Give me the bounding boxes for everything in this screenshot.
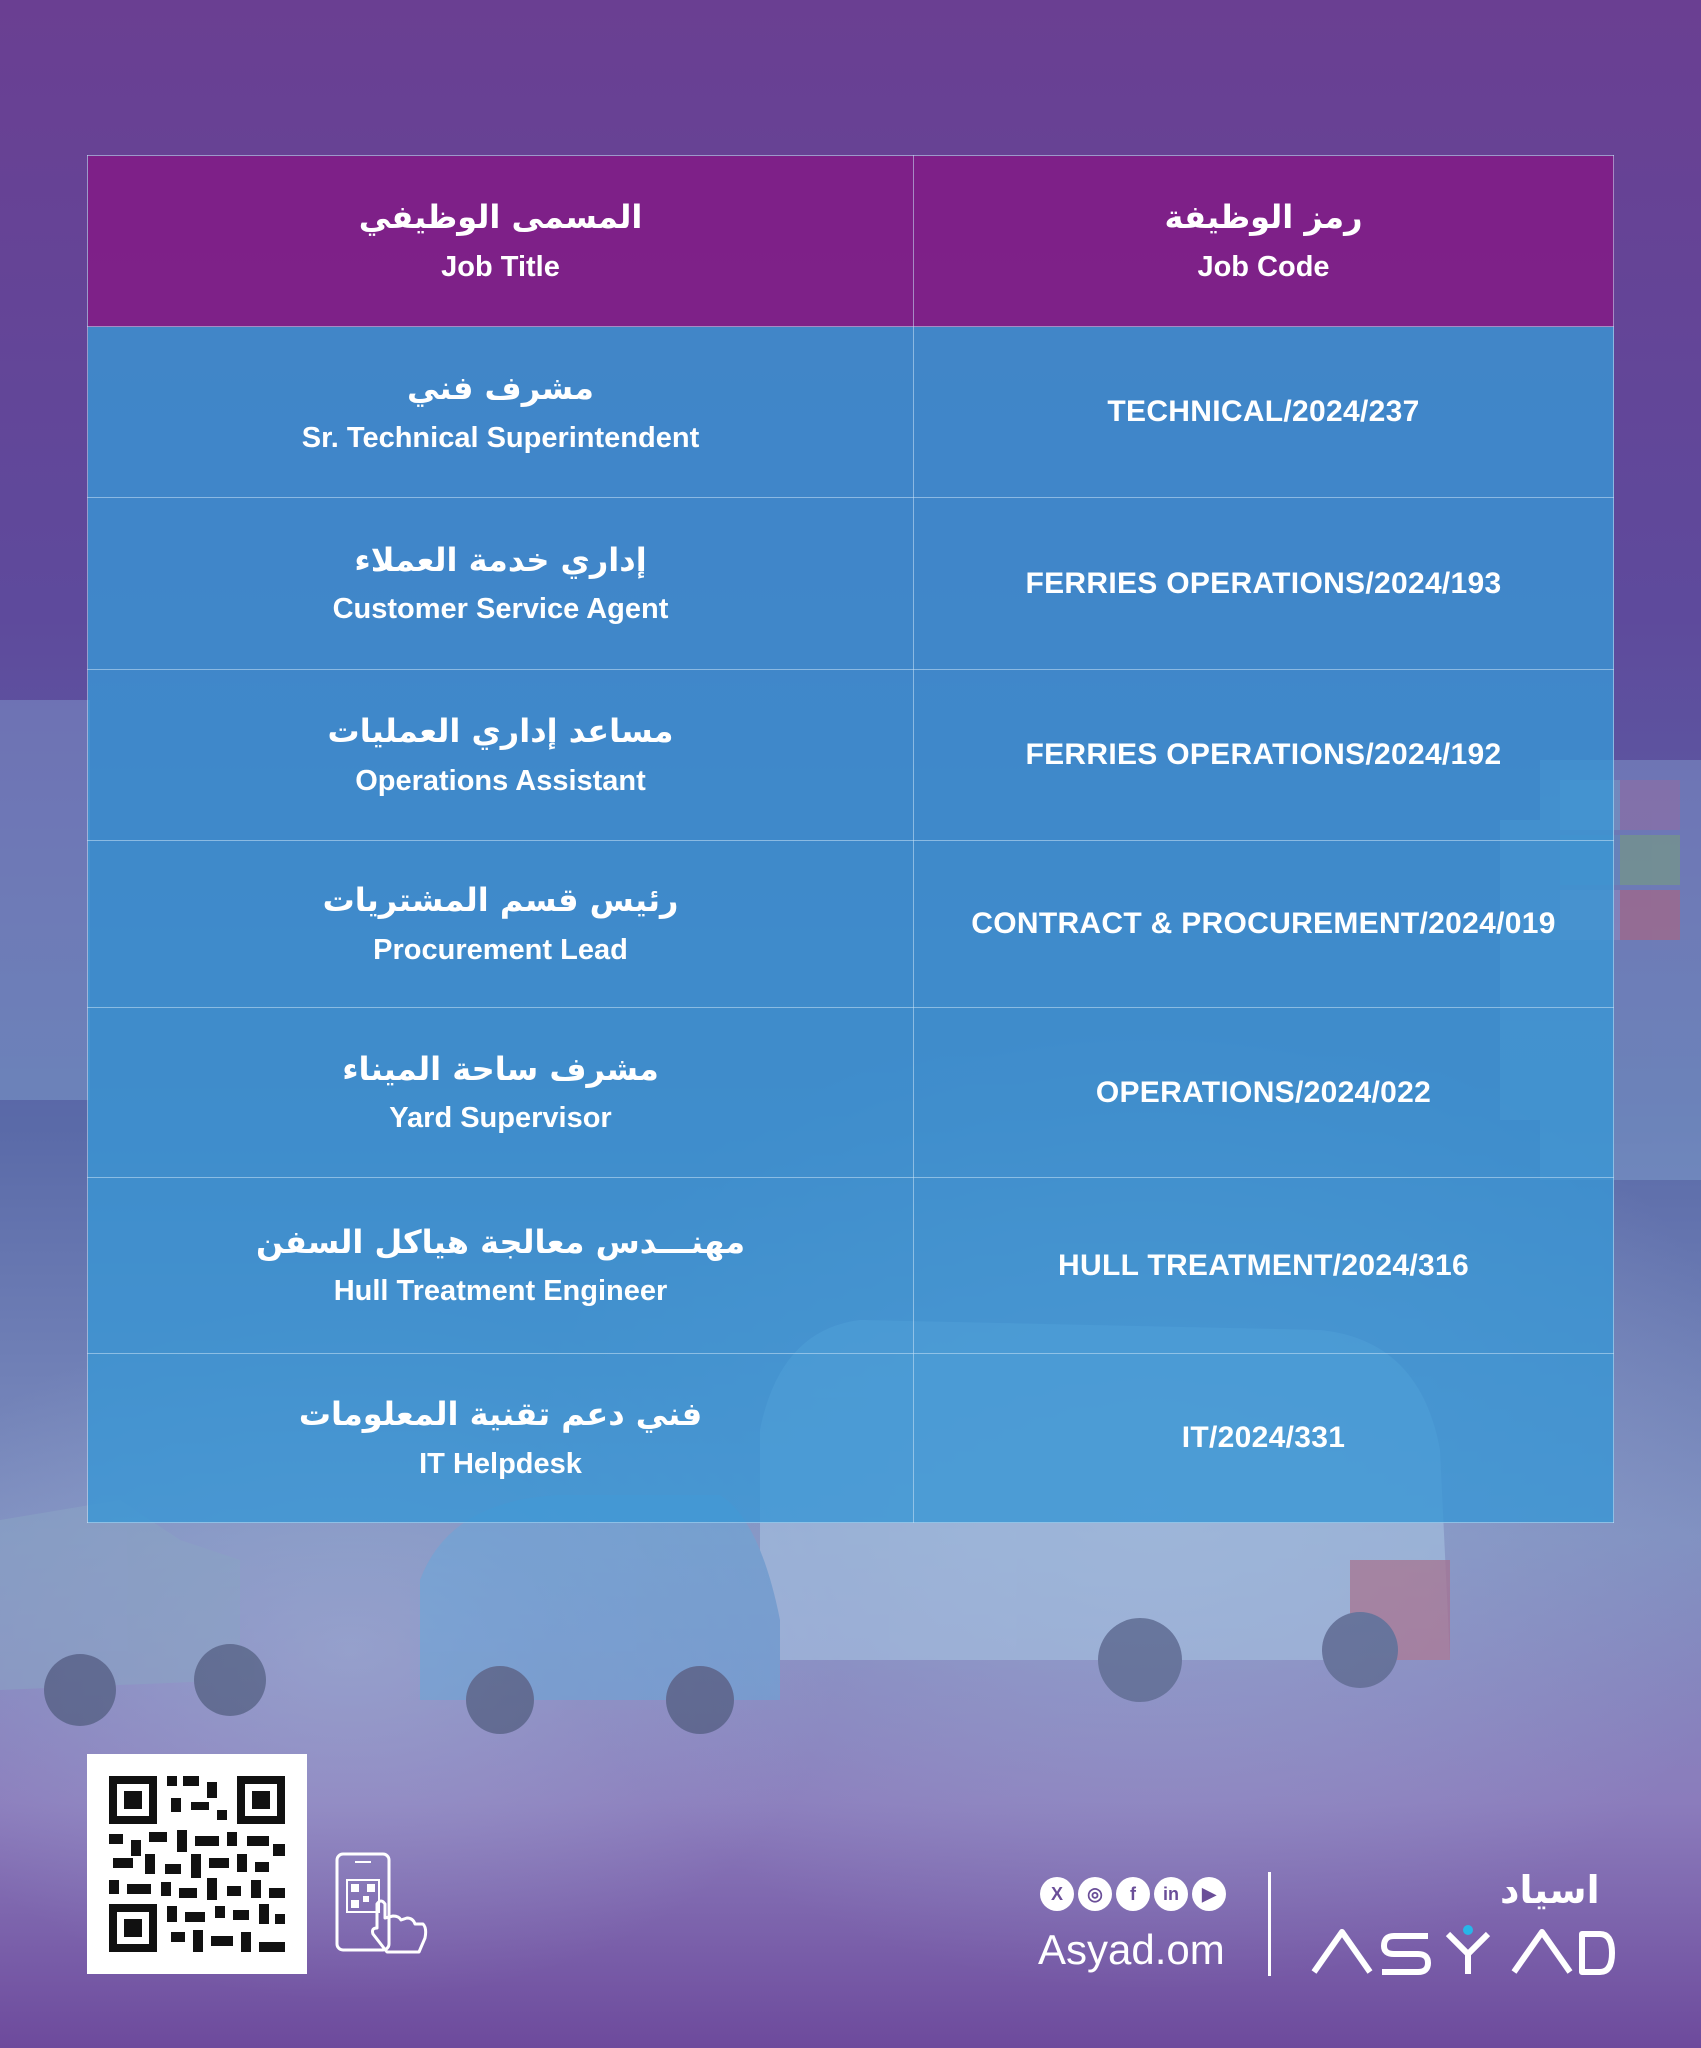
job-code-cell: CONTRACT & PROCUREMENT/2024/019 — [914, 841, 1614, 1008]
job-code-cell: FERRIES OPERATIONS/2024/193 — [914, 498, 1614, 670]
job-title-en: Hull Treatment Engineer — [333, 1275, 668, 1308]
job-title-cell — [88, 327, 914, 498]
instagram-icon[interactable]: ◎ — [1078, 1877, 1112, 1911]
job-title-en: Procurement Lead — [373, 933, 628, 966]
header-job-title-en: Job Title — [441, 250, 560, 283]
job-title-cell — [88, 1178, 914, 1354]
job-title-ar: مساعد إداري العمليات — [327, 712, 674, 751]
footer-divider — [1268, 1872, 1271, 1976]
x-icon[interactable]: X — [1040, 1877, 1074, 1911]
header-job-code-ar: رمز الوظيفة — [1164, 198, 1363, 237]
header-job-title — [88, 156, 914, 327]
youtube-icon[interactable]: ▶ — [1192, 1877, 1226, 1911]
table-row — [88, 1008, 1614, 1178]
qr-code-icon — [87, 1754, 307, 1974]
job-title-cell — [88, 841, 914, 1008]
job-title-ar: فني دعم تقنية المعلومات — [298, 1395, 703, 1434]
table-row — [88, 841, 1614, 1008]
job-title-en: Operations Assistant — [355, 764, 646, 797]
job-title-ar: مشرف فني — [407, 369, 594, 408]
table-row — [88, 327, 1614, 498]
job-title-ar: مهنـــدس معالجة هياكل السفن — [255, 1222, 746, 1261]
job-title-en: Yard Supervisor — [389, 1102, 612, 1135]
job-title-ar: إداري خدمة العملاء — [354, 540, 647, 579]
job-title-en: IT Helpdesk — [419, 1447, 582, 1480]
job-title-en: Sr. Technical Superintendent — [301, 421, 700, 454]
linkedin-icon[interactable]: in — [1154, 1877, 1188, 1911]
job-title-ar: رئيس قسم المشتريات — [322, 881, 679, 920]
table-row — [88, 498, 1614, 670]
job-title-cell — [88, 1354, 914, 1523]
job-title-cell — [88, 670, 914, 841]
job-code-cell: IT/2024/331 — [914, 1354, 1614, 1523]
job-code-cell: OPERATIONS/2024/022 — [914, 1008, 1614, 1178]
header-job-code — [914, 156, 1614, 327]
social-links — [1040, 1877, 1226, 1911]
asyad-logo — [1308, 1924, 1618, 1980]
job-title-ar: مشرف ساحة الميناء — [342, 1049, 659, 1088]
facebook-icon[interactable]: f — [1116, 1877, 1150, 1911]
header-job-code-en: Job Code — [1197, 250, 1330, 283]
job-title-cell — [88, 1008, 914, 1178]
jobs-table — [87, 155, 1614, 1523]
job-code-cell: FERRIES OPERATIONS/2024/192 — [914, 670, 1614, 841]
header-job-title-ar: المسمى الوظيفي — [358, 198, 643, 237]
table-row — [88, 670, 1614, 841]
table-header-row — [88, 156, 1614, 327]
job-title-cell — [88, 498, 914, 670]
website-link[interactable]: Asyad.om — [1038, 1926, 1225, 1973]
brand-dot — [1463, 1925, 1473, 1935]
job-title-en: Customer Service Agent — [332, 593, 669, 626]
scan-phone-icon — [333, 1852, 429, 1956]
qr-code[interactable] — [87, 1754, 307, 1974]
table-row — [88, 1178, 1614, 1354]
job-code-cell: TECHNICAL/2024/237 — [914, 327, 1614, 498]
table-row — [88, 1354, 1614, 1523]
brand-name-ar: اسياد — [1500, 1868, 1600, 1912]
job-code-cell: HULL TREATMENT/2024/316 — [914, 1178, 1614, 1354]
